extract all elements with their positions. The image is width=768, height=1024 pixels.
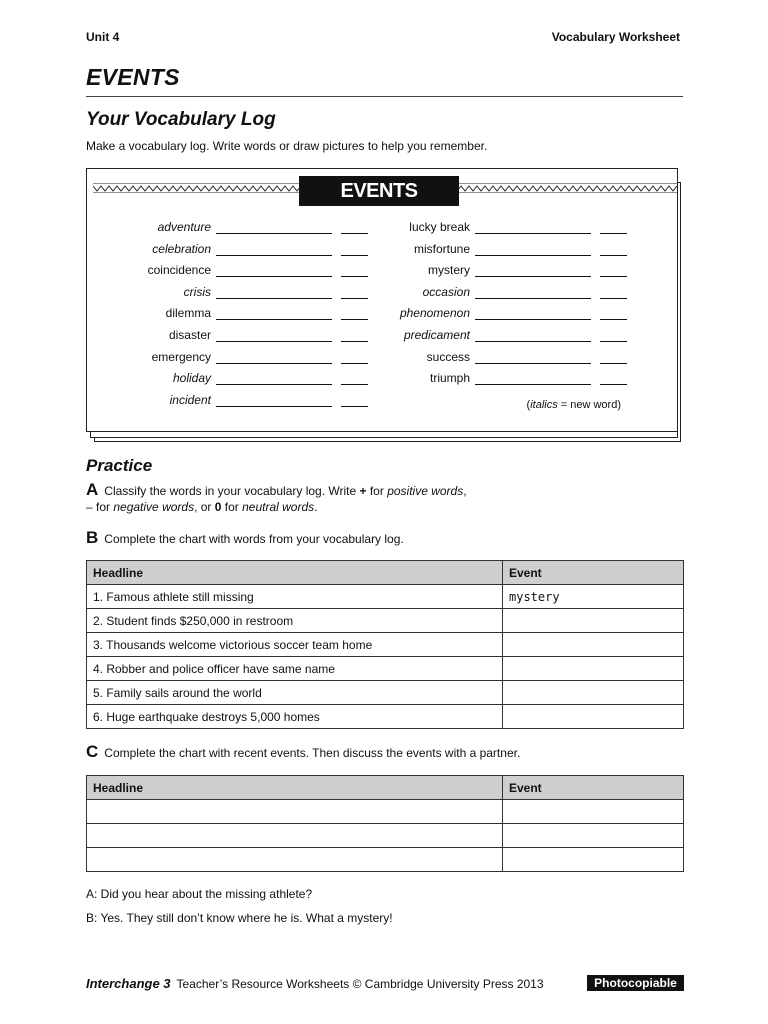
vocab-log-heading: Your Vocabulary Log bbox=[86, 109, 276, 130]
rating-line[interactable] bbox=[600, 319, 627, 320]
definition-line[interactable] bbox=[216, 341, 332, 342]
worksheet-type: Vocabulary Worksheet bbox=[551, 30, 680, 44]
dialog-line-b: B: Yes. They still don’t know where he is. What a mystery! bbox=[86, 911, 393, 925]
event-cell[interactable] bbox=[503, 848, 684, 872]
chart-c bbox=[86, 775, 684, 872]
unit-label: Unit 4 bbox=[86, 30, 120, 44]
vocab-word: adventure bbox=[157, 220, 211, 234]
vocab-entry bbox=[87, 350, 211, 368]
rating-line[interactable] bbox=[600, 276, 627, 277]
definition-line[interactable] bbox=[475, 319, 591, 320]
footer bbox=[86, 976, 544, 991]
definition-line[interactable] bbox=[475, 255, 591, 256]
definition-line[interactable] bbox=[475, 384, 591, 385]
page-title: EVENTS bbox=[86, 64, 180, 90]
table-row bbox=[87, 657, 684, 681]
event-cell[interactable] bbox=[503, 657, 684, 681]
exercise-a-instruction: A Classify the words in your vocabulary log. Write + for positive words, – for negative words, or 0 for neutral words. bbox=[86, 480, 467, 514]
vocab-entry bbox=[87, 328, 211, 346]
col-event: Event bbox=[503, 561, 684, 585]
chart-b bbox=[86, 560, 684, 729]
definition-line[interactable] bbox=[475, 233, 591, 234]
vocab-entry bbox=[87, 242, 211, 260]
definition-line[interactable] bbox=[475, 363, 591, 364]
vocab-word: success bbox=[426, 349, 470, 364]
vocab-word: incident bbox=[169, 392, 211, 407]
events-banner: EVENTS bbox=[299, 176, 459, 206]
definition-line[interactable] bbox=[216, 406, 332, 407]
chart-b-header bbox=[87, 561, 684, 585]
table-row bbox=[87, 585, 684, 609]
vocab-word: triumph bbox=[429, 371, 470, 386]
table-row bbox=[87, 609, 684, 633]
rating-line[interactable] bbox=[600, 233, 627, 234]
exercise-letter-b: B bbox=[86, 528, 99, 547]
rating-line[interactable] bbox=[600, 255, 627, 256]
headline-cell[interactable] bbox=[87, 848, 503, 872]
vocab-entry bbox=[87, 220, 211, 238]
definition-line[interactable] bbox=[216, 384, 332, 385]
vocab-word: predicament bbox=[403, 328, 470, 342]
rating-line[interactable] bbox=[600, 384, 627, 385]
dialog-line-a: A: Did you hear about the missing athlete? bbox=[86, 887, 313, 901]
vocab-entry bbox=[345, 350, 470, 368]
col-headline: Headline bbox=[87, 776, 503, 800]
definition-line[interactable] bbox=[216, 319, 332, 320]
headline-cell: 5. Family sails around the world bbox=[87, 681, 503, 705]
definition-line[interactable] bbox=[216, 363, 332, 364]
definition-line[interactable] bbox=[216, 255, 332, 256]
vocab-entry bbox=[87, 263, 211, 281]
vocab-entry bbox=[345, 285, 470, 303]
definition-line[interactable] bbox=[475, 298, 591, 299]
vocab-entry bbox=[87, 306, 211, 324]
exercise-letter-c: C bbox=[86, 742, 99, 761]
title-rule bbox=[86, 96, 683, 97]
vocab-entry bbox=[87, 371, 211, 389]
col-headline: Headline bbox=[87, 561, 503, 585]
definition-line[interactable] bbox=[216, 233, 332, 234]
event-cell[interactable]: mystery bbox=[503, 585, 684, 609]
vocab-entry bbox=[345, 263, 470, 281]
table-row bbox=[87, 800, 684, 824]
table-row bbox=[87, 633, 684, 657]
col-event: Event bbox=[503, 776, 684, 800]
vocab-word: dilemma bbox=[165, 306, 211, 321]
headline-cell: 3. Thousands welcome victorious soccer team home bbox=[87, 633, 503, 657]
vocab-entry bbox=[345, 306, 470, 324]
definition-line[interactable] bbox=[216, 276, 332, 277]
headline-cell[interactable] bbox=[87, 800, 503, 824]
event-cell[interactable] bbox=[503, 824, 684, 848]
vocab-word: emergency bbox=[151, 349, 211, 364]
rating-line[interactable] bbox=[600, 298, 627, 299]
practice-heading: Practice bbox=[86, 456, 153, 475]
vocab-word: mystery bbox=[428, 263, 470, 278]
footer-copyright: Teacher’s Resource Worksheets © Cambridge University Press 2013 bbox=[176, 977, 544, 991]
vocab-entry bbox=[87, 285, 211, 303]
table-row bbox=[87, 705, 684, 729]
photocopiable-badge: Photocopiable bbox=[587, 975, 684, 991]
table-row bbox=[87, 824, 684, 848]
vocab-word: celebration bbox=[152, 241, 211, 256]
event-cell[interactable] bbox=[503, 800, 684, 824]
rating-line[interactable] bbox=[600, 363, 627, 364]
exercise-letter-a: A bbox=[86, 480, 99, 499]
table-row bbox=[87, 681, 684, 705]
vocab-entry bbox=[345, 242, 470, 260]
vocab-entry bbox=[87, 393, 211, 411]
event-cell[interactable] bbox=[503, 681, 684, 705]
event-cell[interactable] bbox=[503, 705, 684, 729]
vocab-word: phenomenon bbox=[399, 306, 470, 321]
table-row bbox=[87, 848, 684, 872]
vocab-word: coincidence bbox=[147, 263, 211, 278]
vocab-log-box bbox=[86, 168, 683, 442]
headline-cell: 1. Famous athlete still missing bbox=[87, 585, 503, 609]
rating-line[interactable] bbox=[600, 341, 627, 342]
definition-line[interactable] bbox=[216, 298, 332, 299]
headline-cell: 4. Robber and police officer have same name bbox=[87, 657, 503, 681]
headline-cell: 2. Student finds $250,000 in restroom bbox=[87, 609, 503, 633]
italics-legend: (italics = new word) bbox=[526, 399, 621, 411]
vocab-entry bbox=[345, 328, 470, 346]
exercise-c-instruction: C Complete the chart with recent events. Then discuss the events with a partner. bbox=[86, 742, 521, 761]
event-cell[interactable] bbox=[503, 609, 684, 633]
vocab-word: disaster bbox=[168, 328, 211, 342]
footer-brand: Interchange 3 bbox=[86, 976, 171, 991]
vocab-word: occasion bbox=[422, 284, 470, 299]
vocab-word: lucky break bbox=[409, 220, 470, 234]
headline-cell[interactable] bbox=[87, 824, 503, 848]
chart-c-header bbox=[87, 776, 684, 800]
definition-line[interactable] bbox=[475, 341, 591, 342]
vocab-log-page bbox=[86, 168, 678, 432]
vocab-entry bbox=[345, 220, 470, 238]
event-cell[interactable] bbox=[503, 633, 684, 657]
rating-line[interactable] bbox=[341, 406, 368, 407]
vocab-word: misfortune bbox=[413, 241, 470, 256]
exercise-b-instruction: B Complete the chart with words from your vocabulary log. bbox=[86, 528, 404, 547]
vocab-log-instruction: Make a vocabulary log. Write words or draw pictures to help you remember. bbox=[86, 139, 488, 153]
vocab-word: holiday bbox=[172, 371, 211, 386]
definition-line[interactable] bbox=[475, 276, 591, 277]
vocab-entry bbox=[345, 371, 470, 389]
headline-cell: 6. Huge earthquake destroys 5,000 homes bbox=[87, 705, 503, 729]
vocab-word: crisis bbox=[183, 284, 211, 299]
